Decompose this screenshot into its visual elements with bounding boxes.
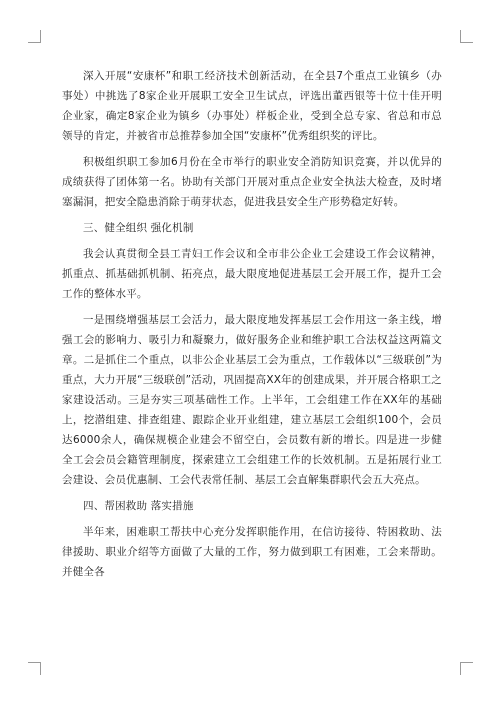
crop-mark-bottom-left xyxy=(28,662,41,675)
crop-mark-bottom-right xyxy=(460,662,473,675)
paragraph-organization-intro: 我会认真贯彻全县工青妇工作会议和全市非公企业工会建设工作会议精神，抓重点、抓基础抓机制、拓亮点，最大限度地促进基层工会开展工作，提升工会工作的整体水平。 xyxy=(62,248,442,300)
section-heading-3: 三、健全组织 强化机制 xyxy=(83,222,194,234)
paragraph-anguanbei-activities: 深入开展“安康杯”和职工经济技术创新活动，在全县7个重点工业镇乡（办事处）中挑选了8家企业开展职工安全卫生试点，评选出董西银等十位十佳开明企业家，确定8家企业为镇乡（办事处）样板企业，受到全总专家、省总和市总领导的肯定，并被省市总推荐参加全国“安康杯”优秀组织奖的评比。 xyxy=(62,70,442,142)
paragraph-assistance-center: 半年来，困难职工帮扶中心充分发挥职能作用，在信访接待、特困救助、法律援助、职业介绍等方面做了大量的工作，努力做到职工有困难，工会来帮助。并健全各 xyxy=(62,526,442,578)
crop-mark-top-right xyxy=(460,30,473,43)
paragraph-safety-competition: 积极组织职工参加6月份在全市举行的职业安全消防知识竞赛，并以优异的成绩获得了团体第一名。协助有关部门开展对重点企业安全执法大检查，及时堵塞漏洞，把安全隐患消除于萌芽状态，促进我县安全生产形势稳定好转。 xyxy=(62,156,442,208)
section-heading-4: 四、帮困救助 落实措施 xyxy=(83,500,194,512)
crop-mark-top-left xyxy=(28,30,41,43)
paragraph-five-points: 一是围绕增强基层工会活力，最大限度地发挥基层工会作用这一条主线，增强工会的影响力、吸引力和凝聚力，做好服务企业和维护职工合法权益这两篇文章。二是抓住二个重点，以非公企业基层工会为重点，工作载体以“三级联创”为重点，大力开展“三级联创”活动，巩固提高XX年的创建成果，并开展合格职工之家建设活动。三是夯实三项基础性工作。上半年，工会组建工作在XX年的基础上，挖潜组建、排查组建、跟踪企业开业组建，建立基层工会组织100个，会员达6000余人，确保规模企业建会不留空白，会员数有新的增长。四是进一步健全工会会员会籍管理制度，探索建立工会组建工作的长效机制。五是拓展行业工会建设、会员优惠制、工会代表常任制、基层工会直解集群职代会五大亮点。 xyxy=(62,314,442,486)
document-body xyxy=(62,66,442,588)
